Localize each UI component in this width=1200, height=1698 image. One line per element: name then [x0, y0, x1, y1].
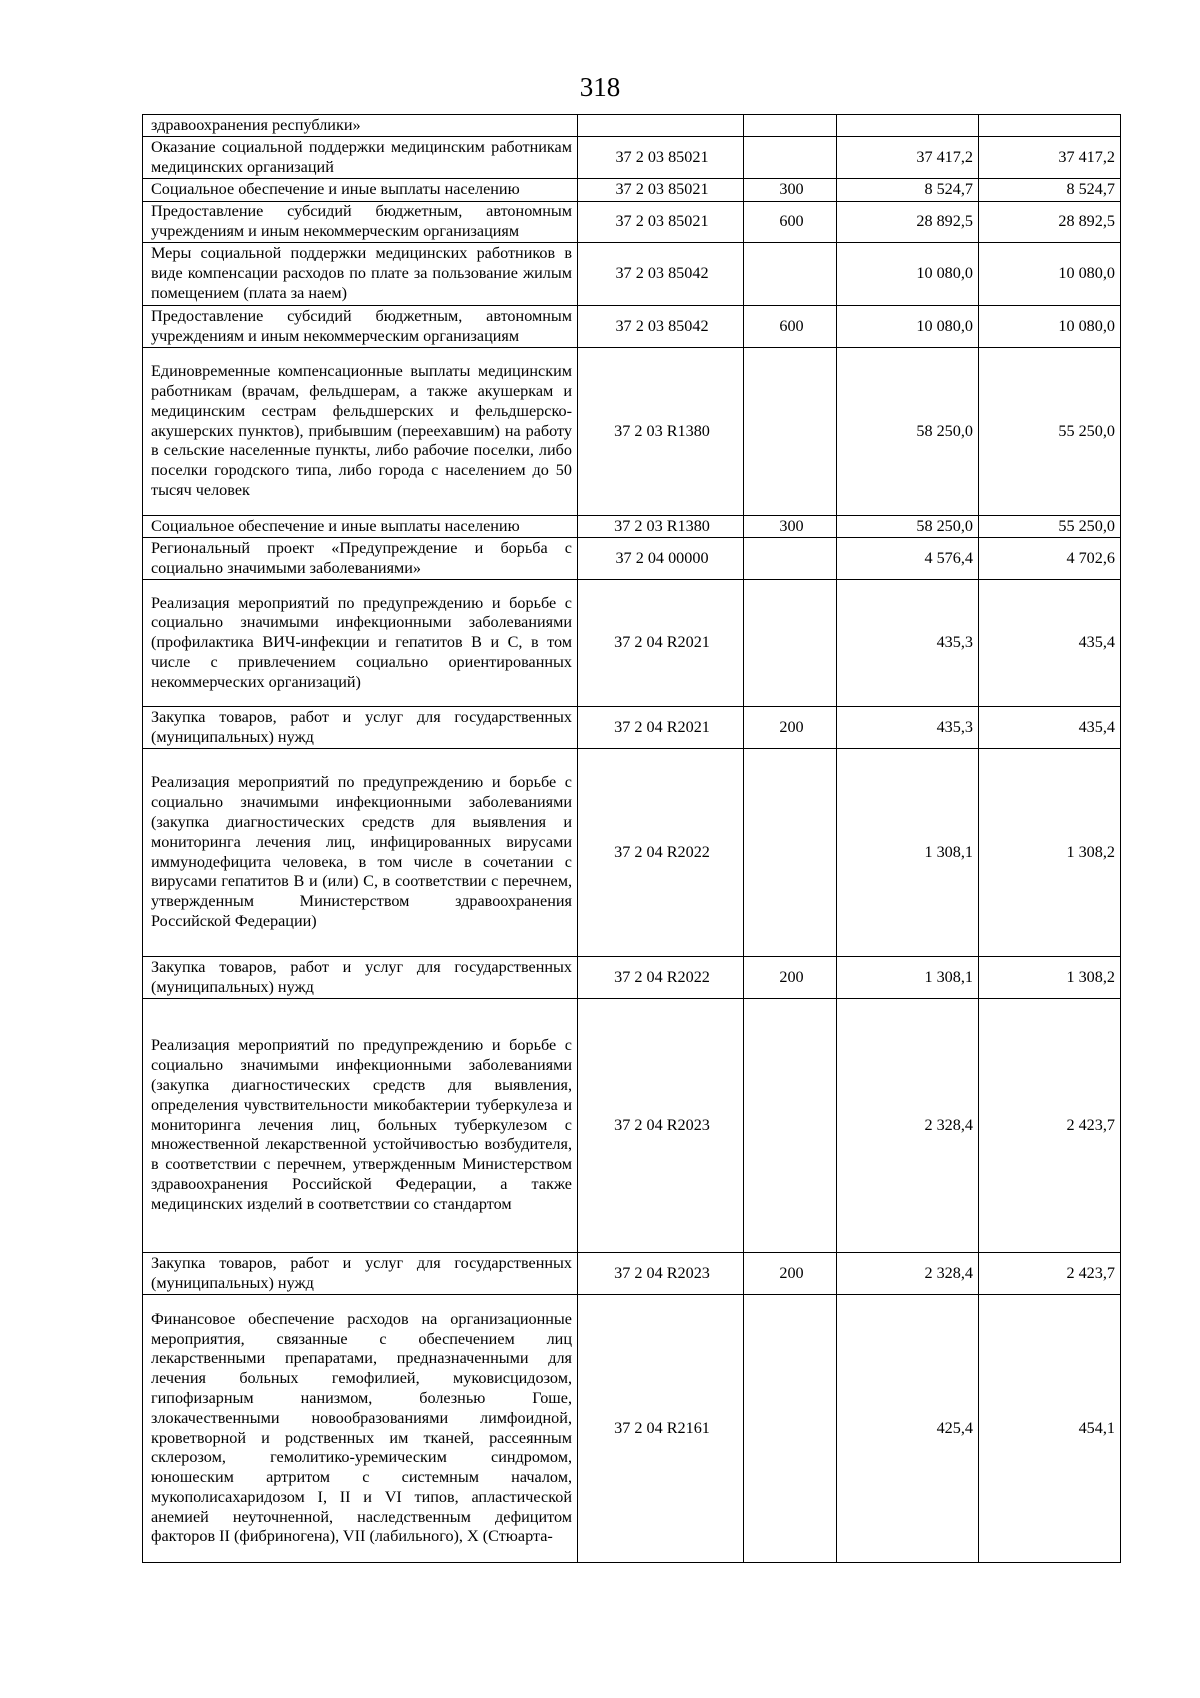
row-sum-2: 4 702,6	[979, 538, 1121, 580]
table-row	[143, 957, 1121, 999]
row-sum-1: 435,3	[837, 580, 979, 707]
row-code: 37 2 03 85021	[578, 179, 744, 202]
row-sum-2: 435,4	[979, 707, 1121, 749]
row-sum-1: 2 328,4	[837, 1253, 979, 1295]
row-expense-type: 200	[744, 957, 837, 999]
row-name: Региональный проект «Предупреждение и борьба с социально значимыми заболеваниями»	[143, 538, 578, 580]
row-sum-1: 425,4	[837, 1295, 979, 1563]
table-row	[143, 538, 1121, 580]
row-sum-2: 1 308,2	[979, 957, 1121, 999]
row-code: 37 2 03 R1380	[578, 516, 744, 538]
table-row	[143, 999, 1121, 1253]
table-row	[143, 202, 1121, 243]
row-name: Закупка товаров, работ и услуг для государственных (муниципальных) нужд	[143, 957, 578, 999]
row-sum-1: 10 080,0	[837, 306, 979, 348]
row-sum-2: 55 250,0	[979, 348, 1121, 516]
row-code: 37 2 03 85021	[578, 202, 744, 243]
row-code: 37 2 04 R2021	[578, 580, 744, 707]
row-code: 37 2 04 R2161	[578, 1295, 744, 1563]
row-name: Закупка товаров, работ и услуг для государственных (муниципальных) нужд	[143, 707, 578, 749]
row-expense-type	[744, 115, 837, 137]
row-sum-1: 28 892,5	[837, 202, 979, 243]
table-row	[143, 137, 1121, 179]
row-expense-type	[744, 348, 837, 516]
row-sum-2: 2 423,7	[979, 999, 1121, 1253]
row-name: Предоставление субсидий бюджетным, автономным учреждениям и иным некоммерческим организациям	[143, 306, 578, 348]
row-name: Предоставление субсидий бюджетным, автономным учреждениям и иным некоммерческим организациям	[143, 202, 578, 243]
row-code: 37 2 04 R2022	[578, 957, 744, 999]
row-name: Реализация мероприятий по предупреждению и борьбе с социально значимыми инфекционными заболеваниями (закупка диагностических средств для выявления, определения чувствительности микобактерии туберкулеза и мониторинга лечения лиц, больных туберкулезом с множественной лекарственной устойчивостью возбудителя, в соответствии с перечнем, утвержденным Министерством здравоохранения Российской Федерации, а также медицинских изделий в соответствии со стандартом	[143, 999, 578, 1253]
row-sum-2: 37 417,2	[979, 137, 1121, 179]
row-expense-type	[744, 137, 837, 179]
row-name: Закупка товаров, работ и услуг для государственных (муниципальных) нужд	[143, 1253, 578, 1295]
row-sum-2: 454,1	[979, 1295, 1121, 1563]
row-sum-1: 58 250,0	[837, 348, 979, 516]
table-row	[143, 348, 1121, 516]
table-row	[143, 707, 1121, 749]
row-sum-2: 1 308,2	[979, 749, 1121, 957]
row-expense-type	[744, 1295, 837, 1563]
row-code	[578, 115, 744, 137]
row-sum-1	[837, 115, 979, 137]
row-expense-type	[744, 243, 837, 306]
row-sum-1: 37 417,2	[837, 137, 979, 179]
row-sum-2: 55 250,0	[979, 516, 1121, 538]
table-row	[143, 115, 1121, 137]
row-sum-1: 1 308,1	[837, 749, 979, 957]
row-sum-2: 8 524,7	[979, 179, 1121, 202]
row-expense-type	[744, 580, 837, 707]
row-expense-type: 300	[744, 179, 837, 202]
row-expense-type: 600	[744, 306, 837, 348]
table-row	[143, 749, 1121, 957]
row-sum-1: 8 524,7	[837, 179, 979, 202]
row-code: 37 2 03 R1380	[578, 348, 744, 516]
row-expense-type	[744, 999, 837, 1253]
row-expense-type	[744, 749, 837, 957]
row-expense-type: 200	[744, 1253, 837, 1295]
row-sum-1: 58 250,0	[837, 516, 979, 538]
row-name: Реализация мероприятий по предупреждению и борьбе с социально значимыми инфекционными заболеваниями (закупка диагностических средств для выявления и мониторинга лечения лиц, инфицированных вирусами иммунодефицита человека, в том числе в сочетании с вирусами гепатитов В и (или) С, в соответствии с перечнем, утвержденным Министерством здравоохранения Российской Федерации)	[143, 749, 578, 957]
row-sum-2: 10 080,0	[979, 306, 1121, 348]
row-expense-type: 200	[744, 707, 837, 749]
page-number: 318	[579, 72, 621, 102]
row-name: Финансовое обеспечение расходов на организационные мероприятия, связанные с обеспечением лиц лекарственными препаратами, предназначенными для лечения больных гемофилией, муковисцидозом, гипофизарным нанизмом, болезнью Гоше, злокачественными новообразованиями лимфоидной, кроветворной и родственных им тканей, рассеянным склерозом, гемолитико-уремическим синдромом, юношеским артритом с системным началом, мукополисахаридозом I, II и VI типов, апластической анемией неуточненной, наследственным дефицитом факторов II (фибриногена), VII (лабильного), X (Стюарта-	[143, 1295, 578, 1563]
row-sum-1: 10 080,0	[837, 243, 979, 306]
row-sum-1: 435,3	[837, 707, 979, 749]
row-expense-type: 300	[744, 516, 837, 538]
row-sum-2	[979, 115, 1121, 137]
table-row	[143, 243, 1121, 306]
row-code: 37 2 04 00000	[578, 538, 744, 580]
row-sum-2: 10 080,0	[979, 243, 1121, 306]
row-name: Меры социальной поддержки медицинских работников в виде компенсации расходов по плате за пользование жилым помещением (плата за наем)	[143, 243, 578, 306]
table-row	[143, 306, 1121, 348]
row-sum-1: 2 328,4	[837, 999, 979, 1253]
table-row	[143, 179, 1121, 202]
row-sum-1: 4 576,4	[837, 538, 979, 580]
row-name: здравоохранения республики»	[143, 115, 578, 137]
row-sum-2: 28 892,5	[979, 202, 1121, 243]
table-row	[143, 580, 1121, 707]
row-name: Оказание социальной поддержки медицинским работникам медицинских организаций	[143, 137, 578, 179]
row-code: 37 2 04 R2021	[578, 707, 744, 749]
row-expense-type: 600	[744, 202, 837, 243]
row-code: 37 2 03 85042	[578, 306, 744, 348]
table-row	[143, 1253, 1121, 1295]
row-name: Социальное обеспечение и иные выплаты населению	[143, 179, 578, 202]
row-expense-type	[744, 538, 837, 580]
row-sum-2: 435,4	[979, 580, 1121, 707]
budget-table	[142, 114, 1121, 1563]
row-code: 37 2 04 R2022	[578, 749, 744, 957]
row-name: Единовременные компенсационные выплаты медицинским работникам (врачам, фельдшерам, а также акушеркам и медицинским сестрам фельдшерских и фельдшерско-акушерских пунктов), прибывшим (переехавшим) на работу в сельские населенные пункты, либо рабочие поселки, либо поселки городского типа, либо города с населением до 50 тысяч человек	[143, 348, 578, 516]
row-code: 37 2 04 R2023	[578, 1253, 744, 1295]
table-row	[143, 516, 1121, 538]
row-name: Реализация мероприятий по предупреждению и борьбе с социально значимыми инфекционными заболеваниями (профилактика ВИЧ-инфекции и гепатитов В и С, в том числе с привлечением социально ориентированных некоммерческих организаций)	[143, 580, 578, 707]
row-code: 37 2 03 85021	[578, 137, 744, 179]
table-row	[143, 1295, 1121, 1563]
row-sum-2: 2 423,7	[979, 1253, 1121, 1295]
row-name: Социальное обеспечение и иные выплаты населению	[143, 516, 578, 538]
row-sum-1: 1 308,1	[837, 957, 979, 999]
row-code: 37 2 04 R2023	[578, 999, 744, 1253]
row-code: 37 2 03 85042	[578, 243, 744, 306]
